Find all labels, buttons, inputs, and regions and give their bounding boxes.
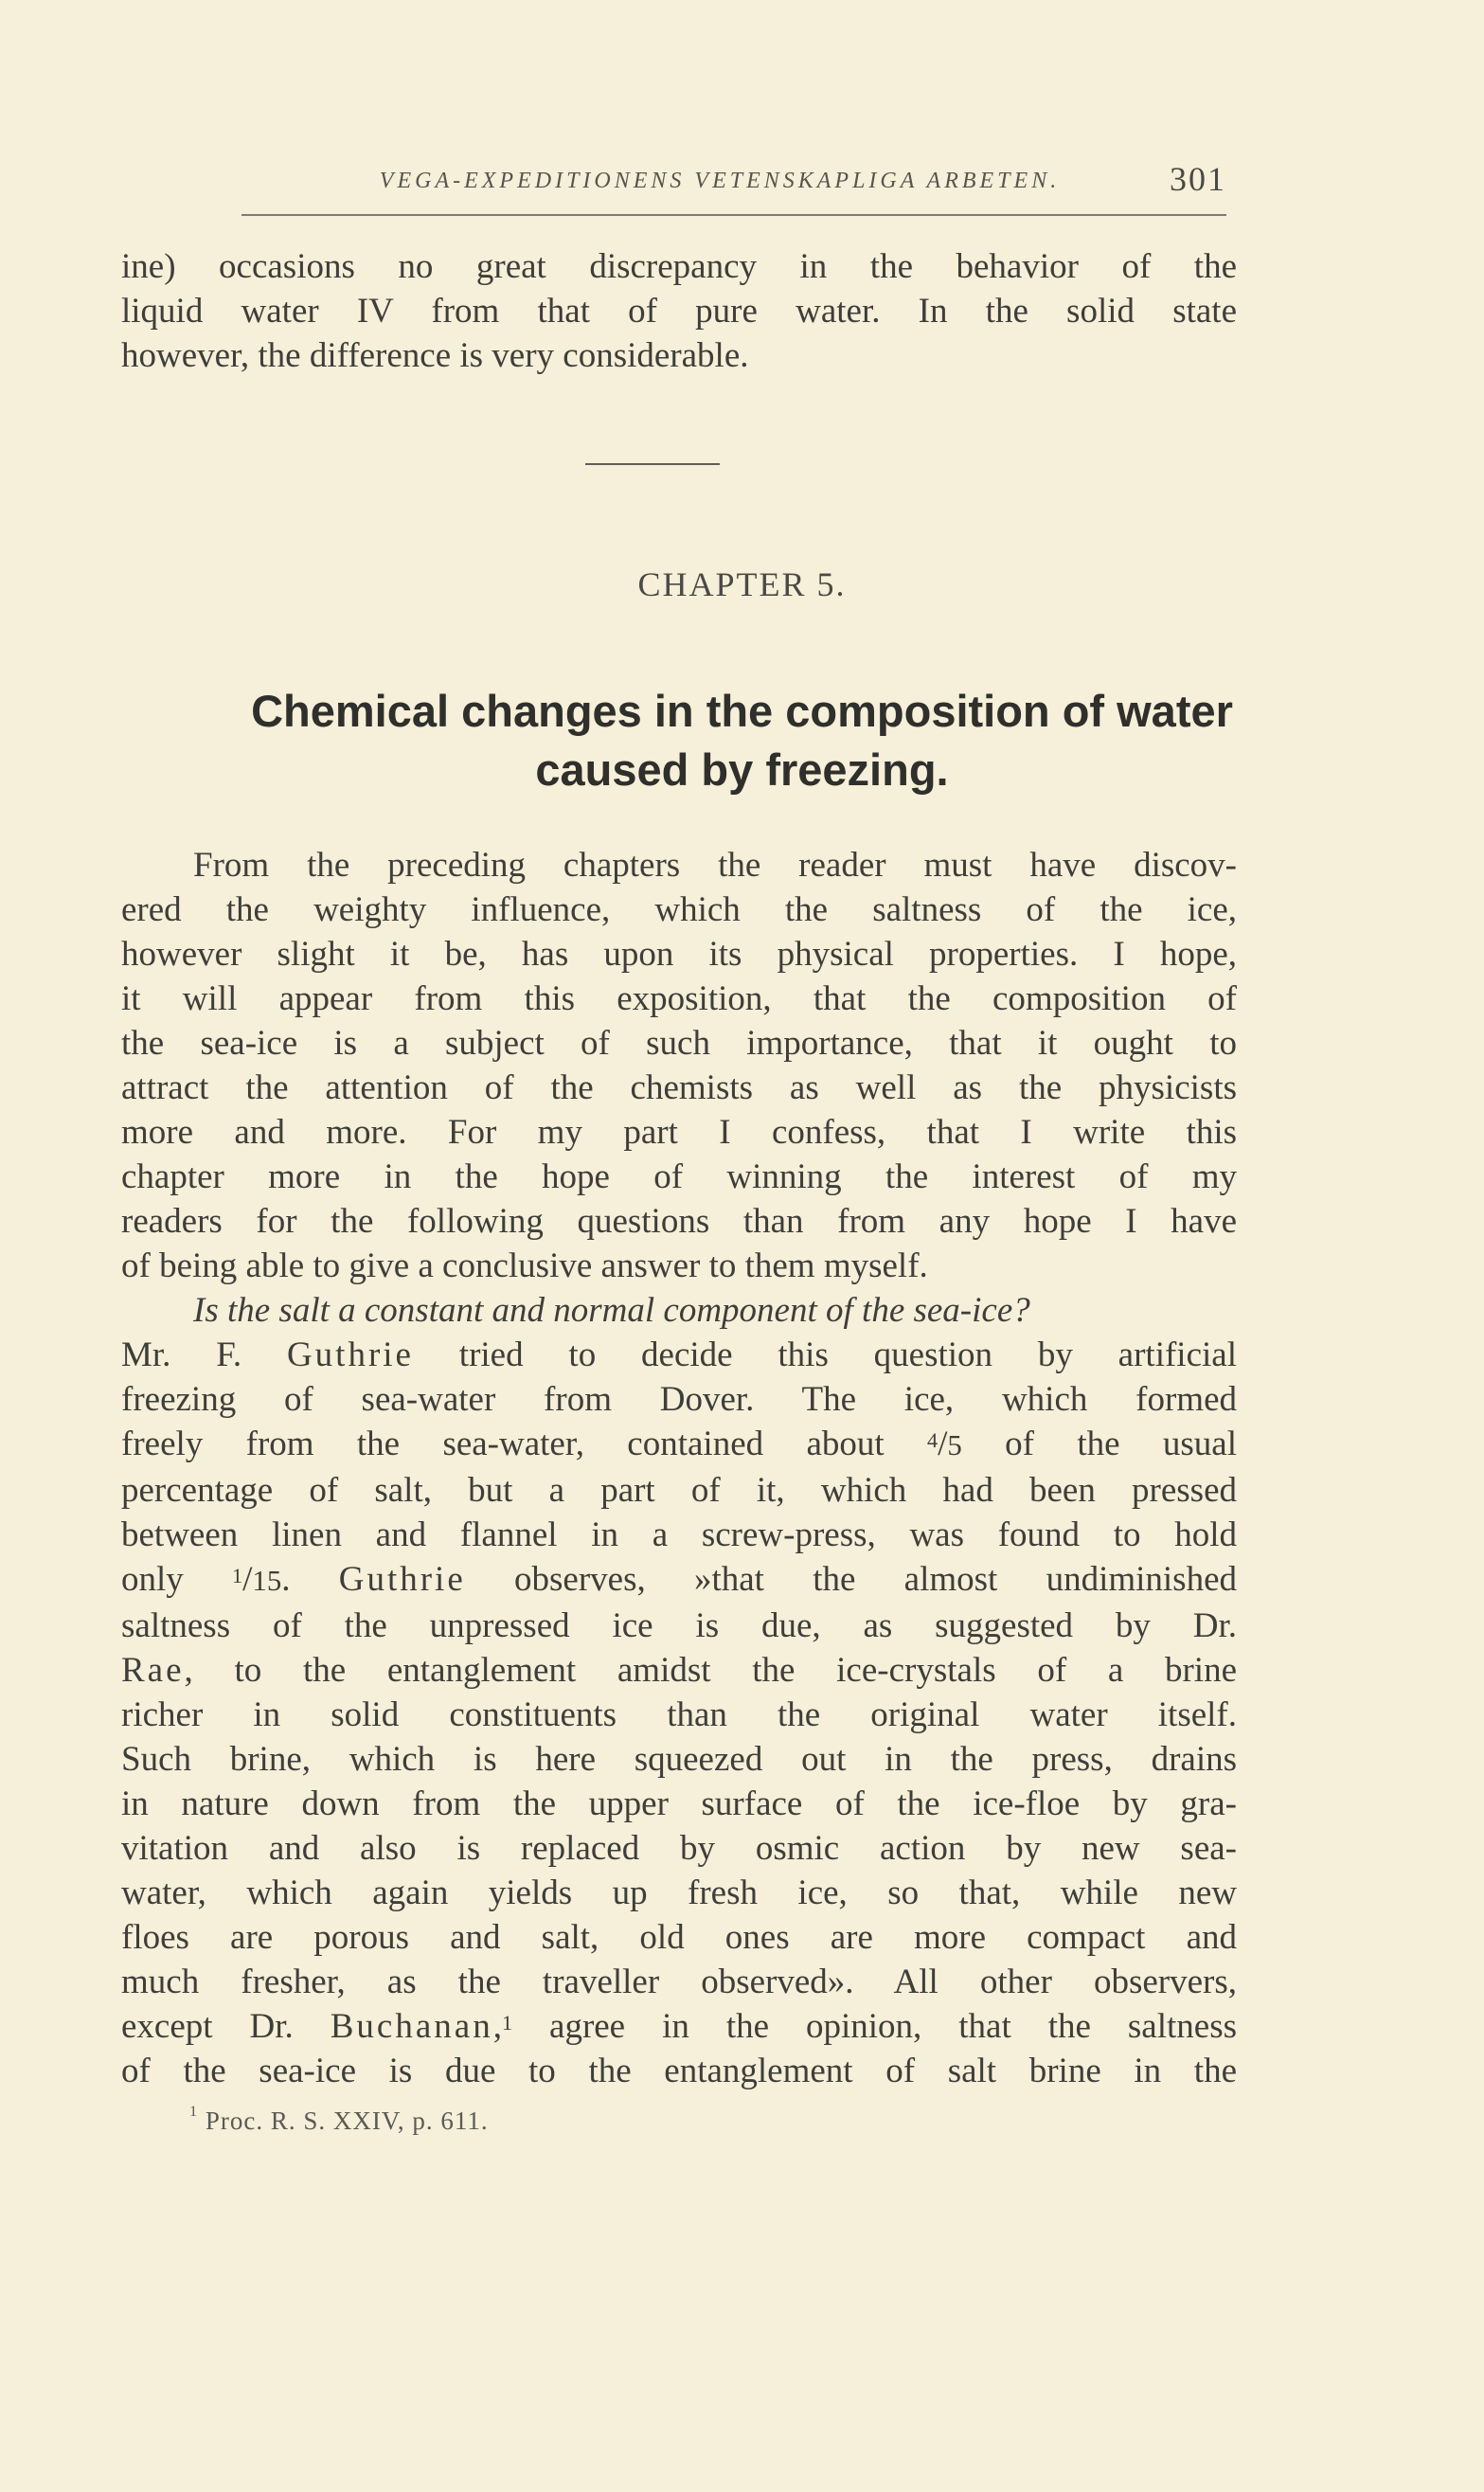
text-line: however slight it be, has upon its physical properties. I hope,	[121, 935, 1237, 974]
text-line: much fresher, as the traveller observed». All other observers,	[121, 1963, 1237, 2001]
author-name: Buchanan	[330, 2007, 493, 2046]
text-line: it will appear from this exposition, that the composition of	[121, 979, 1237, 1018]
running-title: VEGA-EXPEDITIONENS VETENSKAPLIGA ARBETEN.	[379, 169, 1061, 193]
footnote-marker: 1	[189, 2103, 199, 2120]
text-line: of being able to give a conclusive answer to them myself.	[121, 1246, 928, 1285]
text-line: however, the difference is very considerable.	[121, 336, 749, 375]
text-line: freely from the sea-water, contained about $^4$/5 of the usual	[121, 1425, 1238, 1463]
text-line: liquid water IV from that of pure water. In the solid state	[121, 292, 1237, 331]
chapter-title-line: Chemical changes in the composition of water	[251, 686, 1233, 736]
author-name: Guthrie	[286, 1336, 414, 1374]
text-line: Rae, to the entanglement amidst the ice-crystals of a brine	[121, 1651, 1237, 1690]
text-line: saltness of the unpressed ice is due, as suggested by Dr.	[121, 1606, 1237, 1645]
text-line: freezing of sea-water from Dover. The ice, which formed	[121, 1380, 1237, 1419]
body-text	[121, 843, 1237, 2093]
text-line: except Dr. Buchanan,$^1$ agree in the opinion, that the saltness	[121, 2007, 1238, 2046]
text-line: between linen and flannel in a screw-press, was found to hold	[121, 1515, 1237, 1554]
chapter-label: CHAPTER 5.	[637, 565, 847, 603]
text-line: chapter more in the hope of winning the interest of my	[121, 1157, 1237, 1196]
text-line: in nature down from the upper surface of the ice-floe by gra-	[121, 1784, 1237, 1823]
text-line: floes are porous and salt, old ones are more compact and	[121, 1918, 1237, 1957]
text-line: richer in solid constituents than the original water itself.	[121, 1695, 1237, 1734]
text-line: Mr. F. Guthrie tried to decide this question by artificial	[121, 1336, 1237, 1374]
author-name: Rae	[121, 1651, 185, 1690]
text-line: attract the attention of the chemists as well as the physicists	[121, 1068, 1237, 1107]
chapter-title	[95, 682, 1389, 799]
text-line: From the preceding chapters the reader must have discov-	[193, 846, 1237, 885]
section-divider	[585, 463, 720, 465]
author-name: Guthrie	[338, 1560, 466, 1599]
fraction: $^1$/15	[232, 1560, 282, 1599]
text-line: water, which again yields up fresh ice, so that, while new	[121, 1873, 1237, 1912]
footnote-text: Proc. R. S. XXIV, p. 611.	[205, 2107, 489, 2135]
text-line: percentage of salt, but a part of it, which had been pressed	[121, 1471, 1237, 1510]
opening-paragraph	[121, 244, 1237, 378]
page-number: 301	[1170, 160, 1226, 198]
text-line: ered the weighty influence, which the saltness of the ice,	[121, 890, 1237, 929]
text-line: more and more. For my part I confess, that I write this	[121, 1113, 1237, 1152]
section-question: Is the salt a constant and normal component of the sea-ice?	[193, 1291, 1030, 1330]
fraction: $^4$/5	[927, 1425, 962, 1463]
text-line: Such brine, which is here squeezed out in the press, drains	[121, 1740, 1237, 1779]
footnote	[189, 2103, 489, 2136]
text-line: of the sea-ice is due to the entanglement of salt brine in the	[121, 2052, 1237, 2090]
footnote-reference[interactable]: 1	[501, 2011, 513, 2035]
text-line: ine) occasions no great discrepancy in the behavior of the	[121, 247, 1237, 286]
text-line: only $^1$/15. Guthrie observes, »that the almost undiminished	[121, 1560, 1238, 1599]
running-head	[241, 160, 1226, 216]
text-line: readers for the following questions than from any hope I have	[121, 1202, 1237, 1241]
text-line: the sea-ice is a subject of such importance, that it ought to	[121, 1024, 1237, 1063]
chapter-title-line: caused by freezing.	[535, 744, 949, 795]
text-line: vitation and also is replaced by osmic action by new sea-	[121, 1829, 1237, 1868]
